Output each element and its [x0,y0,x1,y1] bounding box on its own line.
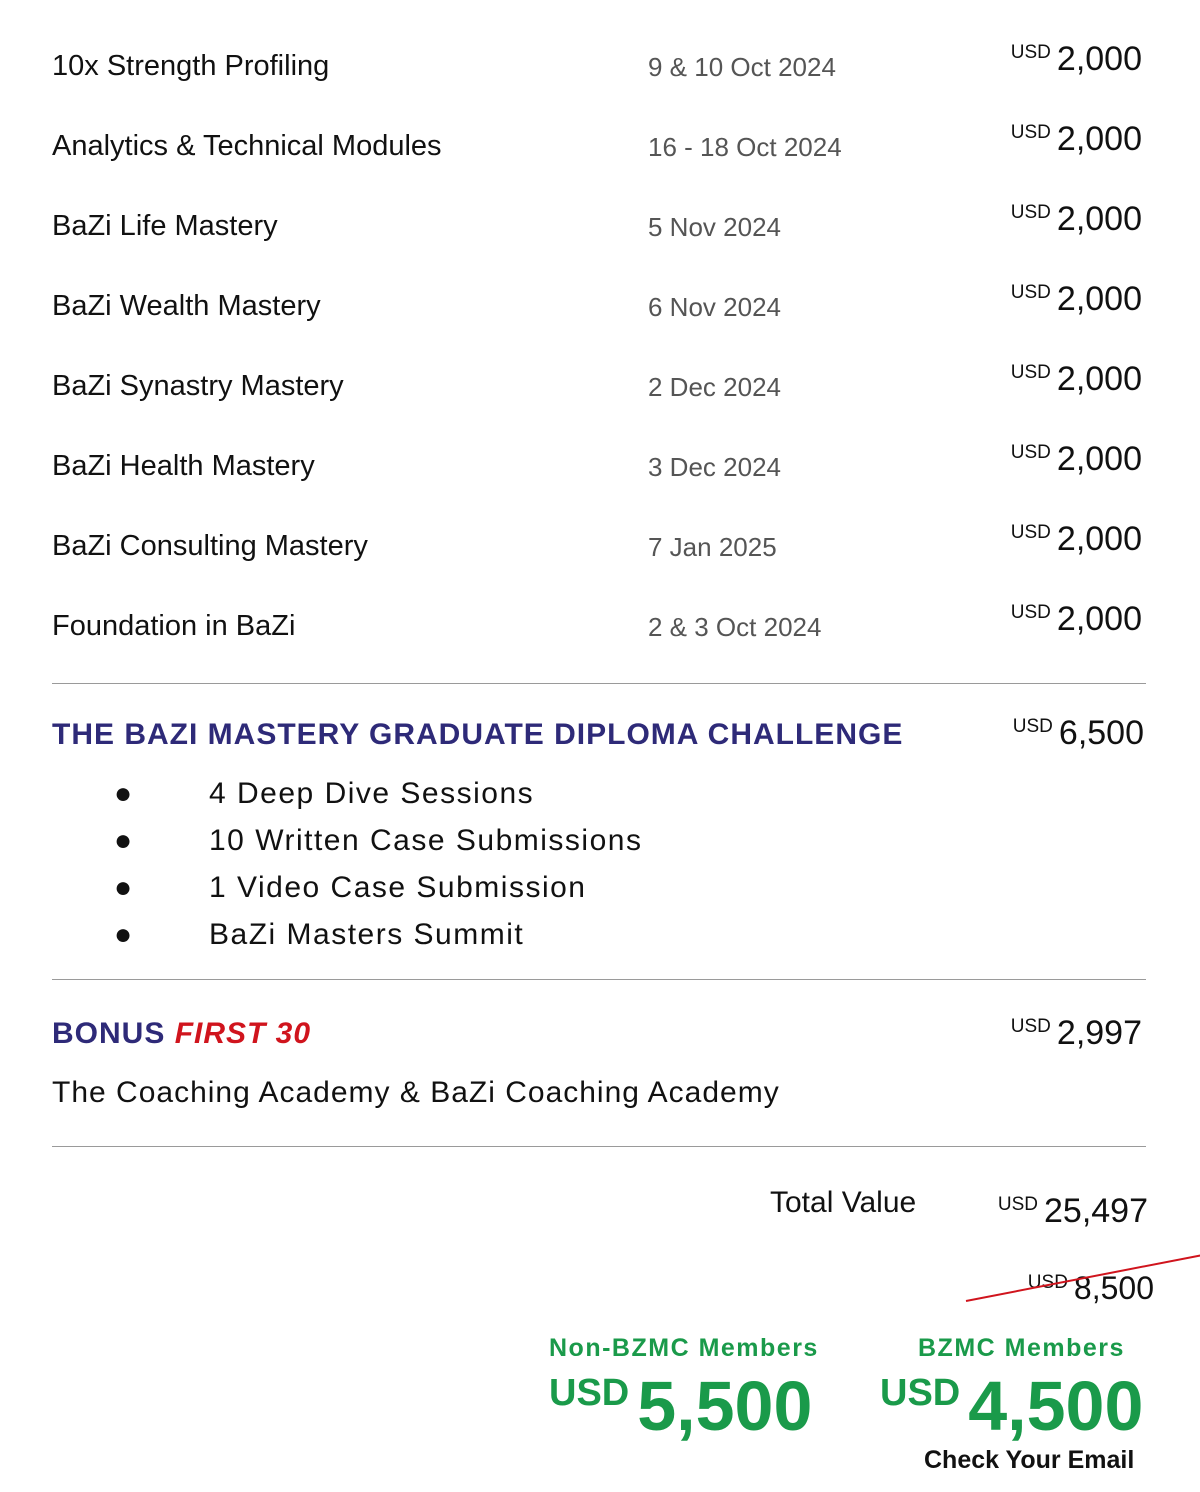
price-amount: 5,500 [637,1367,813,1445]
course-date: 2 Dec 2024 [648,372,781,402]
price-amount: 2,000 [1056,360,1142,398]
currency-label: USD [1010,362,1051,383]
bullet-icon: ● [114,777,134,810]
currency-label: USD [1010,522,1051,543]
tier-price-non-member [549,1366,812,1446]
currency-label: USD [549,1372,630,1414]
bonus-description: The Coaching Academy & BaZi Coaching Academy [52,1076,780,1109]
check-email-note: Check Your Email [924,1446,1135,1474]
list-item [114,918,524,952]
price-amount: 25,497 [1044,1192,1148,1230]
course-row [52,120,1146,170]
bonus-price [1011,1014,1142,1053]
course-name: BaZi Wealth Mastery [52,290,321,322]
price-amount: 4,500 [968,1367,1144,1445]
section-divider [52,683,1146,684]
tier-label-member: BZMC Members [918,1334,1125,1362]
course-row [52,280,1146,330]
course-name: BaZi Synastry Mastery [52,370,344,402]
course-name: Analytics & Technical Modules [52,130,442,162]
course-date: 7 Jan 2025 [648,532,777,562]
bullet-icon: ● [114,871,134,904]
price-amount: 2,000 [1056,280,1142,318]
course-name: 10x Strength Profiling [52,50,330,82]
currency-label: USD [1010,1016,1051,1037]
currency-label: USD [997,1194,1038,1215]
course-price [1011,360,1142,399]
price-amount: 2,000 [1056,40,1142,78]
course-row [52,600,1146,650]
price-amount: 2,997 [1056,1014,1142,1052]
course-row [52,520,1146,570]
list-item-text: 10 Written Case Submissions [209,824,643,857]
course-date: 5 Nov 2024 [648,212,781,242]
currency-label: USD [1010,442,1051,463]
section-divider [52,979,1146,980]
course-name: BaZi Health Mastery [52,450,315,482]
price-amount: 2,000 [1056,120,1142,158]
list-item [114,777,534,811]
price-amount: 2,000 [1056,520,1142,558]
course-row [52,360,1146,410]
price-amount: 2,000 [1056,440,1142,478]
price-amount: 6,500 [1058,714,1144,752]
currency-label: USD [1010,602,1051,623]
course-price [1011,520,1142,559]
course-price [1011,440,1142,479]
diploma-title: THE BAZI MASTERY GRADUATE DIPLOMA CHALLENGE [52,718,904,751]
course-price [1011,280,1142,319]
bullet-icon: ● [114,824,134,857]
diploma-price [1013,714,1144,753]
price-amount: 8,500 [1073,1270,1154,1306]
total-price [998,1192,1148,1231]
course-row [52,40,1146,90]
list-item-text: 1 Video Case Submission [209,871,587,904]
list-item [114,871,586,905]
currency-label: USD [1012,716,1053,737]
currency-label: USD [880,1372,961,1414]
tier-price-member [880,1366,1143,1446]
tier-label-non-member: Non-BZMC Members [549,1334,819,1362]
currency-label: USD [1010,282,1051,303]
currency-label: USD [1027,1272,1068,1293]
list-item-text: BaZi Masters Summit [209,918,525,951]
currency-label: USD [1010,122,1051,143]
course-date: 3 Dec 2024 [648,452,781,482]
price-amount: 2,000 [1056,200,1142,238]
bonus-label: BONUS [52,1017,166,1050]
bonus-highlight: FIRST 30 [174,1017,312,1050]
course-date: 9 & 10 Oct 2024 [648,52,836,82]
currency-label: USD [1010,42,1051,63]
course-date: 2 & 3 Oct 2024 [648,612,822,642]
course-price [1011,120,1142,159]
course-price [1011,40,1142,79]
price-amount: 2,000 [1056,600,1142,638]
bonus-title [52,1017,311,1051]
section-divider [52,1146,1146,1147]
bullet-icon: ● [114,918,134,951]
course-date: 6 Nov 2024 [648,292,781,322]
course-row [52,200,1146,250]
course-price [1011,200,1142,239]
course-name: BaZi Consulting Mastery [52,530,368,562]
course-row [52,440,1146,490]
course-name: Foundation in BaZi [52,610,296,642]
total-label: Total Value [770,1186,917,1219]
course-price [1011,600,1142,639]
list-item [114,824,642,858]
course-date: 16 - 18 Oct 2024 [648,132,842,162]
course-name: BaZi Life Mastery [52,210,278,242]
currency-label: USD [1010,202,1051,223]
list-item-text: 4 Deep Dive Sessions [209,777,535,810]
